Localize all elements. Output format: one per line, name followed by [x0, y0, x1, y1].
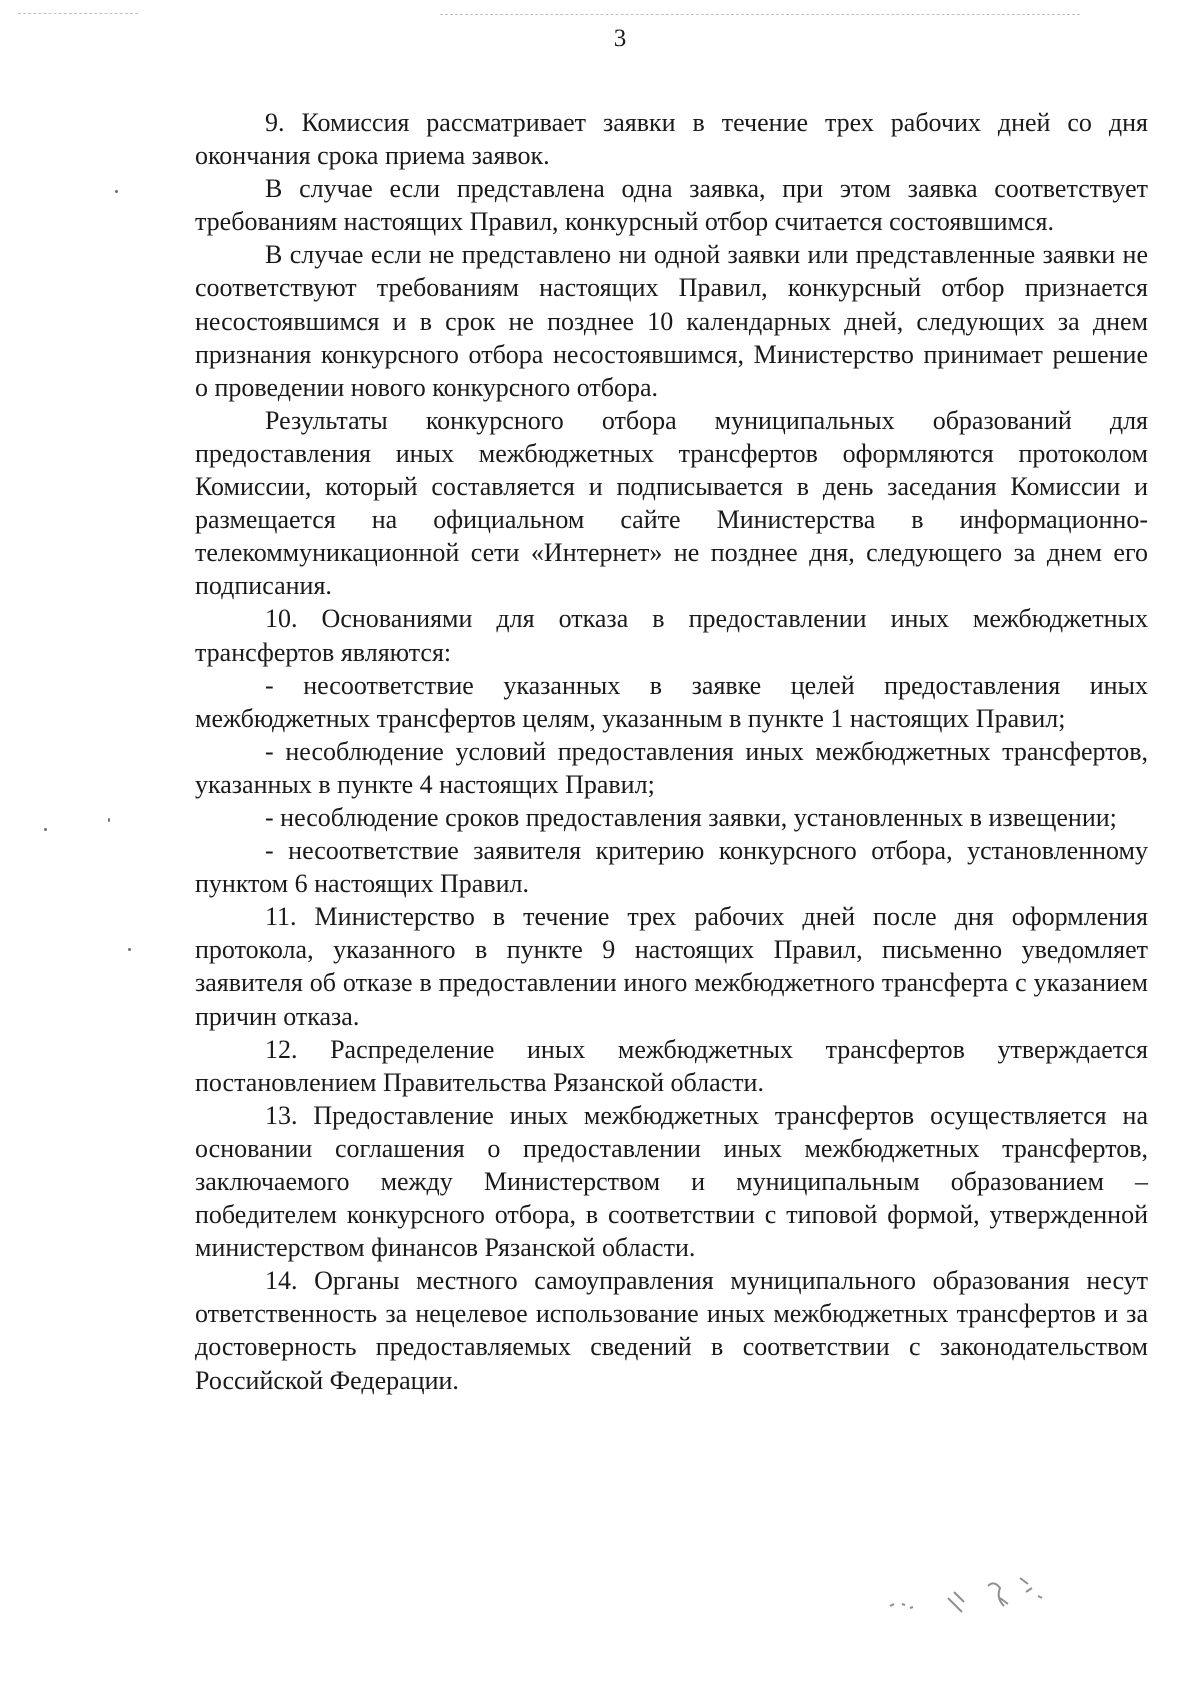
paragraph-item-11: 11. Министерство в течение трех рабочих дней после дня оформления протокола, указанного в пункте 9 настоящих Правил, письменно уведомляет заявителя об отказе в предоставлении иного межбюджетного трансферта с указанием причин отказа. — [195, 902, 1148, 1031]
list-item-refusal-reason: - несоблюдение сроков предоставления заявки, установленных в извещении; — [265, 802, 1117, 832]
scan-speck — [128, 948, 131, 951]
list-item-refusal-reason: - несоблюдение условий предоставления иных межбюджетных трансфертов, указанных в пункте 4 настоящих Правил; — [195, 736, 1148, 799]
paragraph-item-12: 12. Распределение иных межбюджетных трансфертов утверждается постановлением Правительства Рязанской области. — [195, 1034, 1148, 1097]
scan-speck — [108, 818, 110, 822]
paragraph-item-9: 9. Комиссия рассматривает заявки в течение трех рабочих дней со дня окончания срока приема заявок. — [195, 108, 1148, 171]
document-body — [195, 106, 1148, 1397]
scan-speck — [115, 190, 118, 193]
scan-speck — [44, 828, 47, 831]
list-item-refusal-reason: - несоответствие указанных в заявке целей предоставления иных межбюджетных трансфертов целям, указанным в пункте 1 настоящих Правил; — [195, 670, 1148, 733]
paragraph-item-10: 10. Основаниями для отказа в предоставлении иных межбюджетных трансфертов являются: — [195, 604, 1148, 667]
list-item-refusal-reason: - несоответствие заявителя критерию конкурсного отбора, установленному пунктом 6 настоящих Правил. — [195, 836, 1148, 899]
scan-edge-mark-top — [440, 14, 1080, 15]
page-number: 3 — [613, 25, 627, 52]
scan-artifact-mark — [888, 1568, 1088, 1638]
paragraph-single-application: В случае если представлена одна заявка, при этом заявка соответствует требованиям настоящих Правил, конкурсный отбор считается состоявшимся. — [195, 174, 1148, 237]
paragraph-no-applications: В случае если не представлено ни одной заявки или представленные заявки не соответствуют требованиям настоящих Правил, конкурсный отбор признается несостоявшимся и в срок не позднее 10 календарных дней, следующих за днем признания конкурсного отбора несостоявшимся, Министерство принимает решение о проведении нового конкурсного отбора. — [195, 240, 1148, 402]
scan-edge-mark-left — [18, 13, 138, 14]
paragraph-item-13: 13. Предоставление иных межбюджетных трансфертов осуществляется на основании соглашения о предоставлении иных межбюджетных трансфертов, заключаемого между Министерством и муниципальным образованием – победителем конкурсного отбора, в соответствии с типовой формой, утвержденной министерством финансов Рязанской области. — [195, 1100, 1148, 1263]
paragraph-item-14: 14. Органы местного самоуправления муниципального образования несут ответственность за нецелевое использование иных межбюджетных трансфертов и за достоверность предоставляемых сведений в соответствии с законодательством Российской Федерации. — [195, 1266, 1148, 1395]
paragraph-results: Результаты конкурсного отбора муниципальных образований для предоставления иных межбюджетных трансфертов оформляются протоколом Комиссии, который составляется и подписывается в день заседания Комиссии и размещается на официальном сайте Министерства в информационно-телекоммуникационной сети «Интернет» не позднее дня, следующего за днем его подписания. — [195, 405, 1148, 601]
